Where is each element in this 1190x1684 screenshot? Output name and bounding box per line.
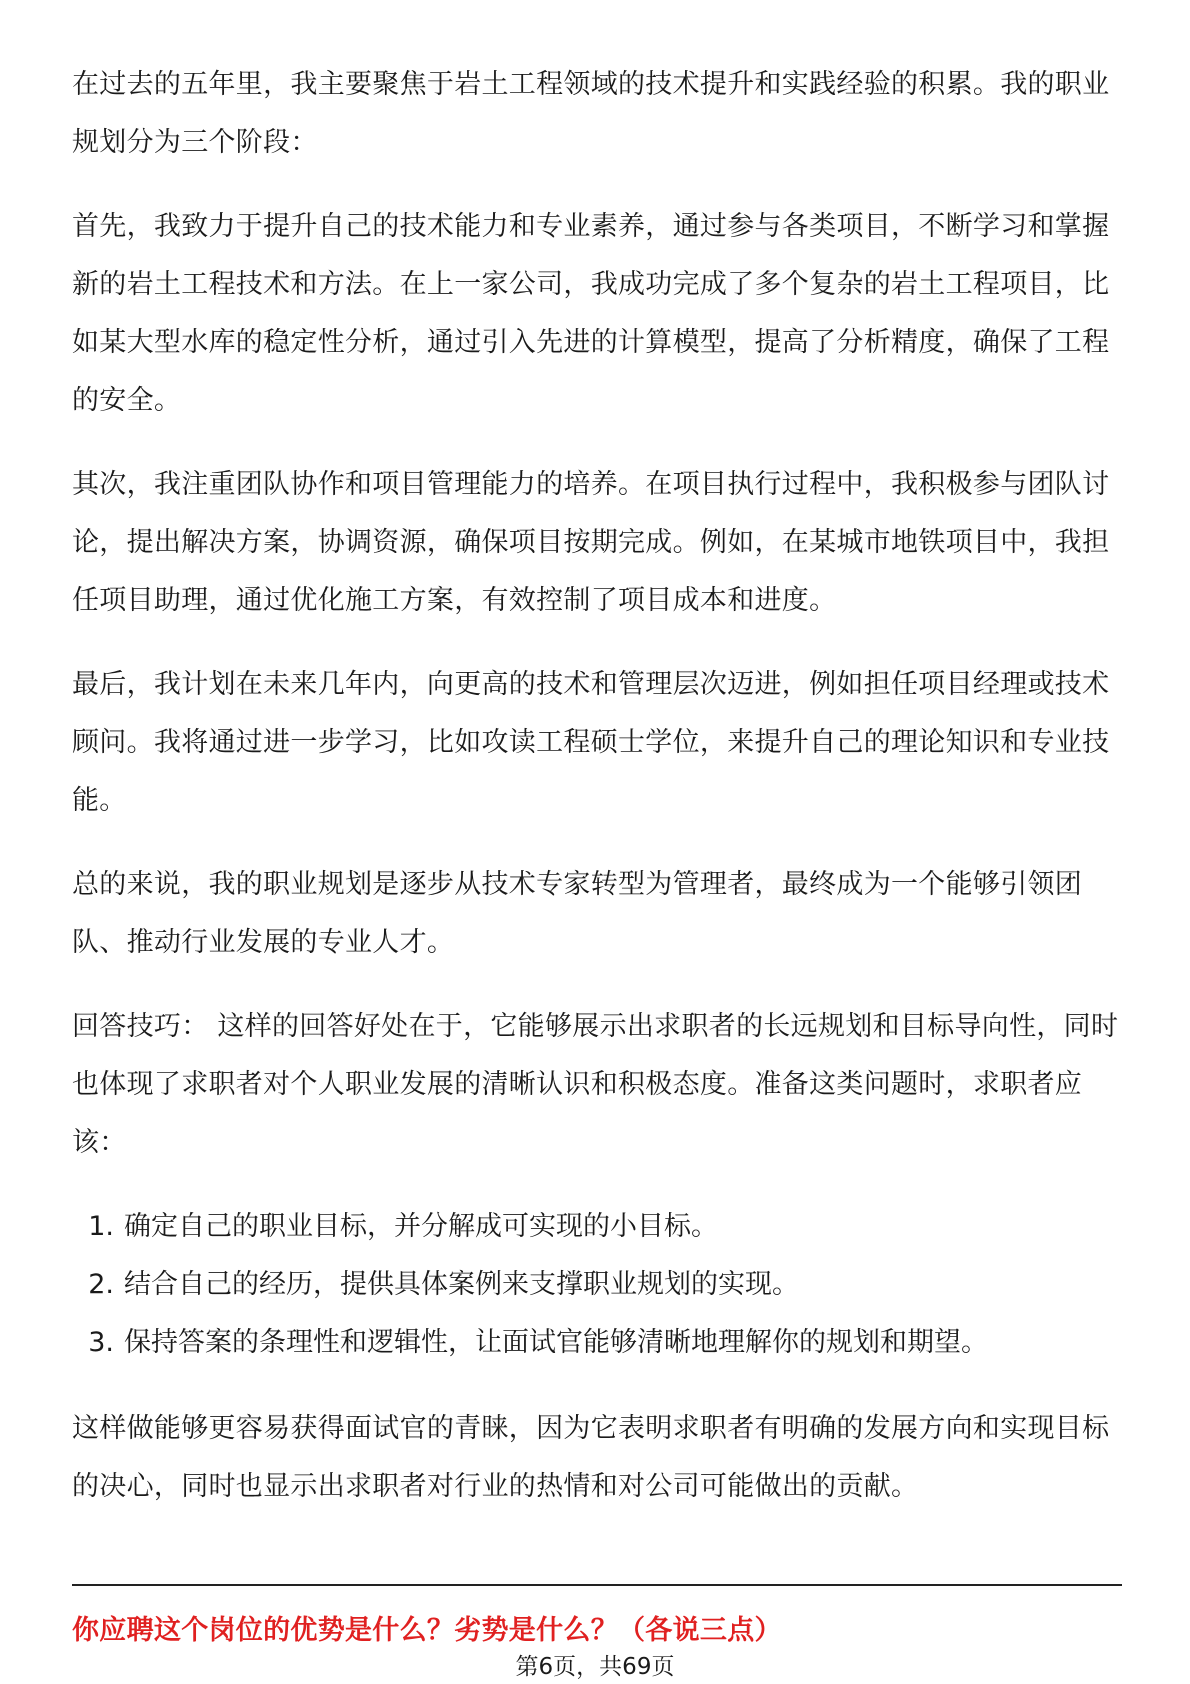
list-item-text: 确定自己的职业目标，并分解成可实现的小目标。 <box>124 1211 718 1242</box>
paragraph-answer-tips: 回答技巧： 这样的回答好处在于，它能够展示出求职者的长远规划和目标导向性，同时也体现了求职者对个人职业发展的清晰认识和积极态度。准备这类问题时，求职者应该： <box>72 1011 1119 1158</box>
paragraph-stage-three: 最后，我计划在未来几年内，向更高的技术和管理层次迈进，例如担任项目经理或技术顾问。我将通过进一步学习，比如攻读工程硕士学位，来提升自己的理论知识和专业技能。 <box>72 669 1110 816</box>
list-item-number: 2. <box>88 1269 114 1300</box>
paragraph-summary: 总的来说，我的职业规划是逐步从技术专家转型为管理者，最终成为一个能够引领团队、推动行业发展的专业人才。 <box>72 869 1083 958</box>
page-number: 第6页，共69页 <box>515 1654 675 1680</box>
list-item-number: 3. <box>88 1327 114 1358</box>
list-item-text: 结合自己的经历，提供具体案例来支撑职业规划的实现。 <box>124 1269 799 1300</box>
paragraph-conclusion: 这样做能够更容易获得面试官的青睐，因为它表明求职者有明确的发展方向和实现目标的决心，同时也显示出求职者对行业的热情和对公司可能做出的贡献。 <box>72 1413 1110 1502</box>
section-divider <box>72 1584 1122 1586</box>
list-item <box>72 1256 1122 1314</box>
list-item <box>72 1314 1122 1372</box>
paragraph-intro: 在过去的五年里，我主要聚焦于岩土工程领域的技术提升和实践经验的积累。我的职业规划分为三个阶段： <box>72 69 1110 158</box>
paragraph-stage-one: 首先，我致力于提升自己的技术能力和专业素养，通过参与各类项目，不断学习和掌握新的岩土工程技术和方法。在上一家公司，我成功完成了多个复杂的岩土工程项目，比如某大型水库的稳定性分析，通过引入先进的计算模型，提高了分析精度，确保了工程的安全。 <box>72 211 1110 416</box>
list-item-text: 保持答案的条理性和逻辑性，让面试官能够清晰地理解你的规划和期望。 <box>124 1327 988 1358</box>
next-question-heading: 你应聘这个岗位的优势是什么？劣势是什么？（各说三点） <box>72 1615 782 1646</box>
page-content <box>72 56 1122 1542</box>
list-item-number: 1. <box>88 1211 114 1242</box>
paragraph-stage-two: 其次，我注重团队协作和项目管理能力的培养。在项目执行过程中，我积极参与团队讨论，提出解决方案，协调资源，确保项目按期完成。例如，在某城市地铁项目中，我担任项目助理，通过优化施工方案，有效控制了项目成本和进度。 <box>72 469 1110 616</box>
list-item <box>72 1198 1122 1256</box>
tips-list <box>72 1198 1122 1372</box>
